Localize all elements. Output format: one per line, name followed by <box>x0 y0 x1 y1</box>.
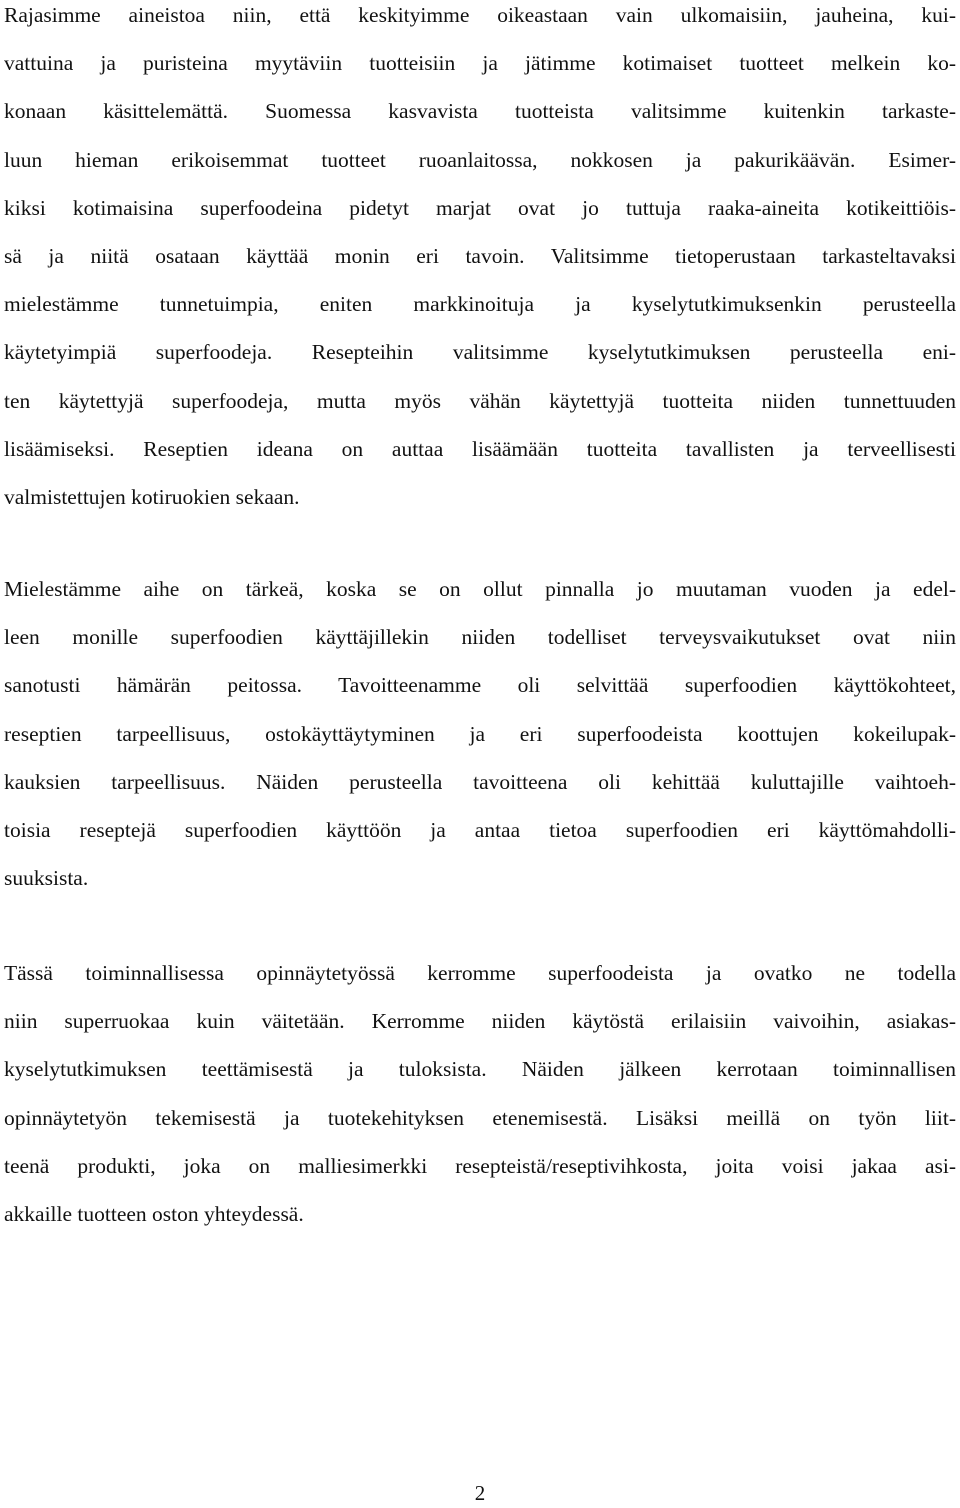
text-line: lisäämiseksi. Reseptien ideana on auttaa lisäämään tuotteita tavallisten ja terveellisesti <box>4 436 956 461</box>
text-line: konaan käsittelemättä. Suomessa kasvavista tuotteista valitsimme kuitenkin tarkaste- <box>4 99 956 124</box>
text-line: sä ja niitä osataan käyttää monin eri tavoin. Valitsimme tietoperustaan tarkasteltavaksi <box>4 243 956 268</box>
text-line: kauksien tarpeellisuus. Näiden perusteella tavoitteena oli kehittää kuluttajille vaihtoeh- <box>4 769 956 794</box>
text-line: kiksi kotimaisina superfoodeina pidetyt marjat ovat jo tuttuja raaka-aineita kotikeittiöis- <box>4 195 956 220</box>
text-line: akkaille tuotteen oston yhteydessä. <box>4 1201 304 1226</box>
paragraph-3 <box>4 949 956 1238</box>
text-line: suuksista. <box>4 866 89 891</box>
text-line: Mielestämme aihe on tärkeä, koska se on ollut pinnalla jo muutaman vuoden ja edel- <box>4 577 956 601</box>
text-line: Tässä toiminnallisessa opinnäytetyössä kerromme superfoodeista ja ovatko ne todella <box>4 961 956 985</box>
text-line: mielestämme tunnetuimpia, eniten markkinoituja ja kyselytutkimuksenkin perusteella <box>4 292 956 317</box>
text-line: reseptien tarpeellisuus, ostokäyttäytyminen ja eri superfoodeista koottujen kokeilupak- <box>4 721 956 746</box>
text-line: valmistettujen kotiruokien sekaan. <box>4 484 300 509</box>
paragraph-1 <box>4 0 956 521</box>
text-line: teenä produkti, joka on malliesimerkki resepteistä/reseptivihkosta, joita voisi jakaa asi- <box>4 1153 956 1178</box>
text-line: luun hieman erikoisemmat tuotteet ruoanlaitossa, nokkosen ja pakurikäävän. Esimer- <box>4 147 956 172</box>
page-number: 2 <box>474 1481 486 1505</box>
text-line: kyselytutkimuksen teettämisestä ja tuloksista. Näiden jälkeen kerrotaan toiminnallisen <box>4 1057 956 1082</box>
text-line: niin superruokaa kuin väitetään. Kerromme niiden käytöstä erilaisiin vaivoihin, asiakas- <box>4 1009 956 1034</box>
text-line: leen monille superfoodien käyttäjillekin niiden todelliset terveysvaikutukset ovat niin <box>4 625 956 650</box>
paragraph-2 <box>4 565 956 902</box>
text-line: opinnäytetyön tekemisestä ja tuotekehityksen etenemisestä. Lisäksi meillä on työn liit- <box>4 1105 956 1130</box>
text-line: vattuina ja puristeina myytäviin tuotteisiin ja jätimme kotimaiset tuotteet melkein ko- <box>4 51 956 76</box>
text-line: toisia reseptejä superfoodien käyttöön ja antaa tietoa superfoodien eri käyttömahdolli- <box>4 817 956 842</box>
text-line: sanotusti hämärän peitossa. Tavoitteenamme oli selvittää superfoodien käyttökohteet, <box>4 673 956 698</box>
text-line: käytetyimpiä superfoodeja. Resepteihin valitsimme kyselytutkimuksen perusteella eni- <box>4 340 956 365</box>
text-line: ten käytettyjä superfoodeja, mutta myös vähän käytettyjä tuotteita niiden tunnettuuden <box>4 388 956 413</box>
text-line: Rajasimme aineistoa niin, että keskityimme oikeastaan vain ulkomaisiin, jauheina, kui- <box>4 3 956 27</box>
